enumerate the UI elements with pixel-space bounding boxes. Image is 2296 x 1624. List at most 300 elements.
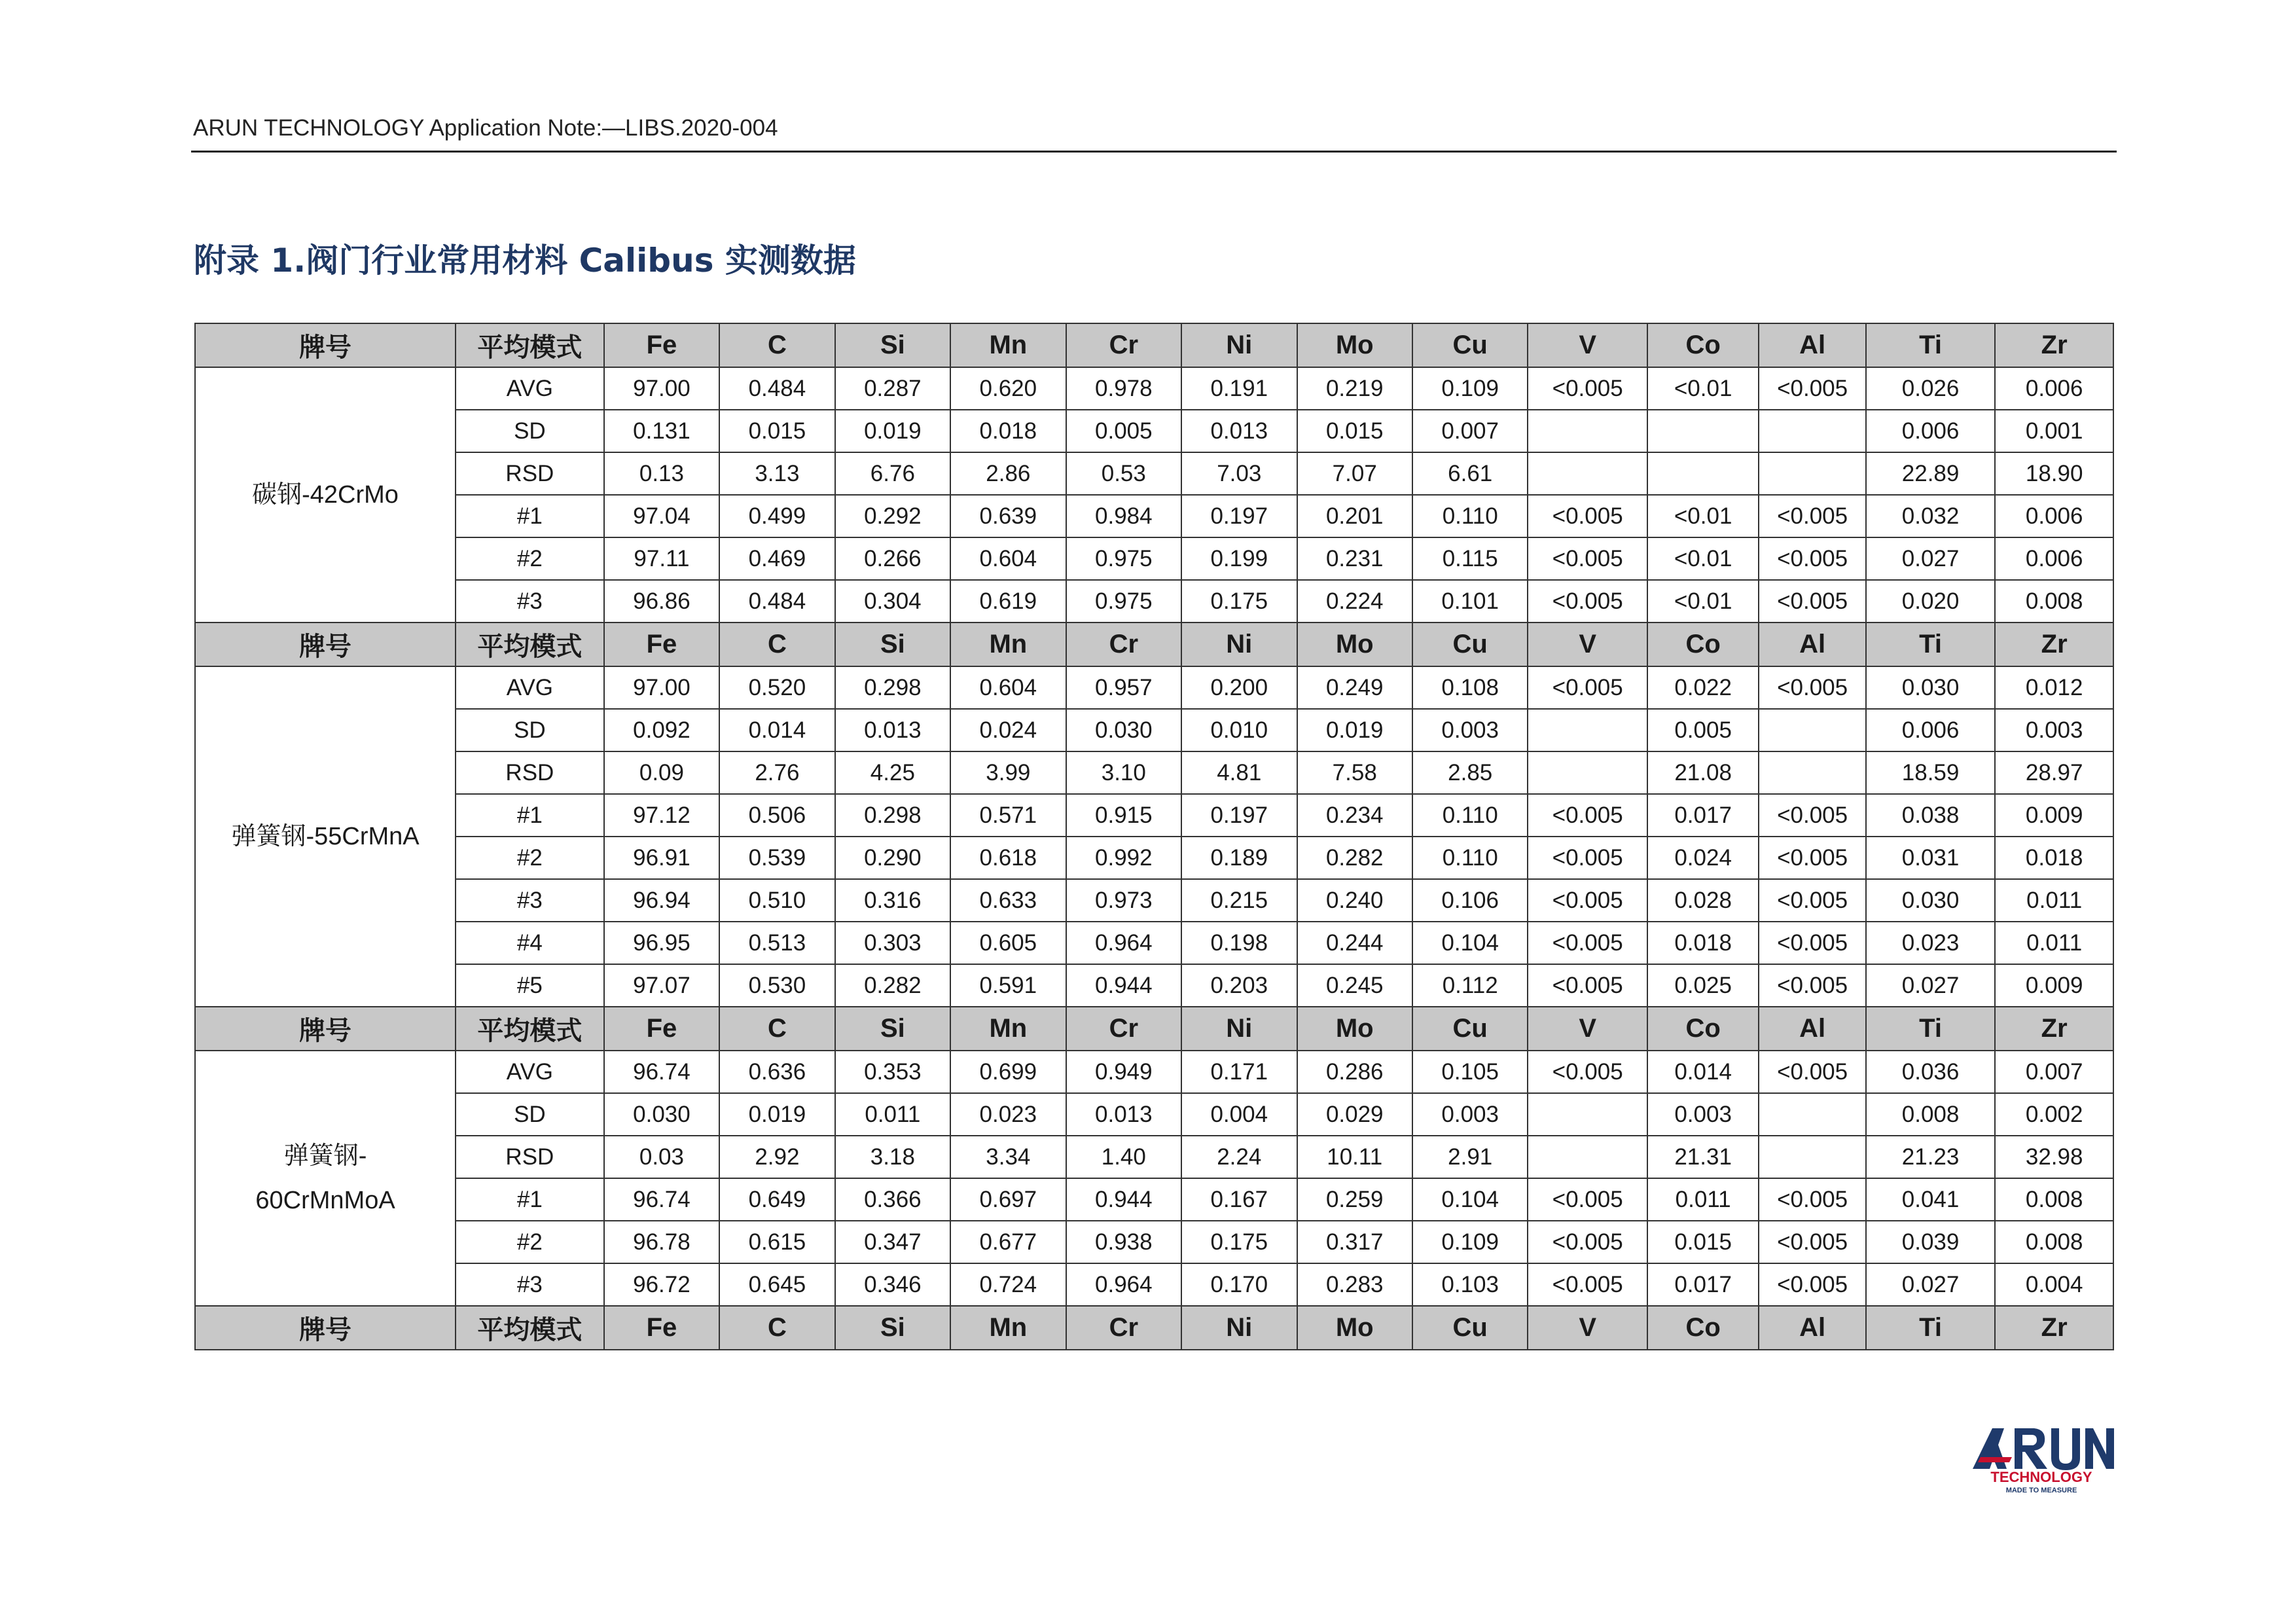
mode-cell: #4 [456,922,604,964]
column-header: Si [835,1306,950,1350]
value-cell: 0.957 [1066,666,1181,709]
table-row [195,1051,2113,1093]
column-header: Mn [950,1007,1066,1051]
value-cell: <0.005 [1759,580,1865,623]
value-cell: 0.018 [1995,837,2113,879]
value-cell: 0.697 [950,1178,1066,1221]
value-cell: 0.604 [950,537,1066,580]
value-cell: 0.104 [1412,1178,1528,1221]
header-row [195,623,2113,666]
value-cell: 0.030 [1066,709,1181,751]
column-header: Mn [950,1306,1066,1350]
value-cell: <0.01 [1647,580,1759,623]
value-cell: 0.366 [835,1178,950,1221]
value-cell: 0.015 [1647,1221,1759,1263]
value-cell: 97.11 [604,537,719,580]
value-cell: 3.13 [719,452,834,495]
mode-cell: #1 [456,495,604,537]
value-cell: <0.005 [1759,495,1865,537]
value-cell: 0.282 [835,964,950,1007]
column-header: Al [1759,323,1865,367]
value-cell [1528,751,1647,794]
value-cell: <0.01 [1647,495,1759,537]
column-header: Fe [604,323,719,367]
column-header: Ni [1181,623,1297,666]
value-cell: 0.103 [1412,1263,1528,1306]
value-cell: <0.005 [1528,580,1647,623]
value-cell: 0.112 [1412,964,1528,1007]
value-cell: 0.53 [1066,452,1181,495]
value-cell: 0.030 [604,1093,719,1136]
column-header: Zr [1995,323,2113,367]
value-cell: <0.005 [1759,537,1865,580]
value-cell: 0.024 [1647,837,1759,879]
value-cell: 0.620 [950,367,1066,410]
column-header: C [719,623,834,666]
sample-name [195,1051,456,1306]
mode-cell: AVG [456,1051,604,1093]
value-cell: 0.013 [1181,410,1297,452]
value-cell: 0.109 [1412,367,1528,410]
logo-tagline: MADE TO MEASURE [2005,1487,2077,1494]
value-cell: 0.006 [1995,495,2113,537]
mode-cell: #2 [456,537,604,580]
value-cell: <0.005 [1528,1221,1647,1263]
value-cell: 0.038 [1866,794,1996,837]
value-cell: 0.249 [1297,666,1412,709]
value-cell: 0.303 [835,922,950,964]
value-cell: 0.028 [1647,879,1759,922]
table-row [195,794,2113,837]
value-cell: 2.76 [719,751,834,794]
value-cell [1647,410,1759,452]
value-cell: 0.353 [835,1051,950,1093]
table-row [195,452,2113,495]
value-cell: 3.10 [1066,751,1181,794]
value-cell: 0.484 [719,580,834,623]
value-cell: 4.81 [1181,751,1297,794]
column-header: Ti [1866,1306,1996,1350]
value-cell: <0.005 [1528,879,1647,922]
value-cell: 0.197 [1181,794,1297,837]
value-cell: 0.115 [1412,537,1528,580]
value-cell: 0.019 [719,1093,834,1136]
value-cell: 0.201 [1297,495,1412,537]
value-cell: 0.108 [1412,666,1528,709]
table-row [195,1136,2113,1178]
table-row [195,709,2113,751]
value-cell: 0.015 [1297,410,1412,452]
value-cell: 0.110 [1412,495,1528,537]
value-cell: 0.011 [1995,922,2113,964]
value-cell [1647,452,1759,495]
value-cell: 0.259 [1297,1178,1412,1221]
value-cell: 0.006 [1995,537,2113,580]
value-cell: <0.005 [1528,964,1647,1007]
table-row [195,879,2113,922]
table-row [195,537,2113,580]
column-header: Si [835,623,950,666]
value-cell: 96.78 [604,1221,719,1263]
value-cell: 0.978 [1066,367,1181,410]
sample-name: 碳钢-42CrMo [195,367,456,623]
value-cell: 0.011 [1995,879,2113,922]
value-cell: 0.011 [1647,1178,1759,1221]
value-cell: 0.09 [604,751,719,794]
value-cell: 0.022 [1647,666,1759,709]
column-header: C [719,323,834,367]
value-cell: <0.005 [1759,964,1865,1007]
value-cell [1759,751,1865,794]
value-cell: 1.40 [1066,1136,1181,1178]
value-cell: 0.019 [835,410,950,452]
value-cell: 0.018 [1647,922,1759,964]
mode-cell: RSD [456,1136,604,1178]
value-cell: 0.13 [604,452,719,495]
value-cell: <0.005 [1759,1051,1865,1093]
value-cell: 0.030 [1866,666,1996,709]
table-row [195,837,2113,879]
value-cell: 21.31 [1647,1136,1759,1178]
column-header: Ti [1866,323,1996,367]
mode-cell: AVG [456,666,604,709]
mode-cell: #3 [456,1263,604,1306]
value-cell: 0.244 [1297,922,1412,964]
value-cell [1528,1136,1647,1178]
column-header: Ni [1181,1007,1297,1051]
value-cell: 96.91 [604,837,719,879]
value-cell: 0.010 [1181,709,1297,751]
mode-cell: #3 [456,879,604,922]
value-cell: <0.005 [1759,837,1865,879]
value-cell: <0.005 [1528,794,1647,837]
table-row [195,1093,2113,1136]
value-cell: 3.34 [950,1136,1066,1178]
table-row [195,964,2113,1007]
value-cell: 0.004 [1995,1263,2113,1306]
header-rule [191,151,2117,153]
table-row [195,922,2113,964]
value-cell: 0.109 [1412,1221,1528,1263]
value-cell: 0.005 [1647,709,1759,751]
value-cell: 0.011 [835,1093,950,1136]
table-row [195,751,2113,794]
value-cell: <0.005 [1759,666,1865,709]
value-cell: 0.915 [1066,794,1181,837]
value-cell: 96.74 [604,1051,719,1093]
value-cell: 0.006 [1995,367,2113,410]
header-row [195,323,2113,367]
value-cell: 0.645 [719,1263,834,1306]
table-row [195,1178,2113,1221]
table-row [195,1221,2113,1263]
value-cell: 18.90 [1995,452,2113,495]
value-cell: 0.231 [1297,537,1412,580]
value-cell: 0.008 [1995,1178,2113,1221]
value-cell: 96.95 [604,922,719,964]
running-header: ARUN TECHNOLOGY Application Note:—LIBS.2020-004 [193,115,778,141]
value-cell: 0.008 [1866,1093,1996,1136]
value-cell: 0.027 [1866,537,1996,580]
value-cell: <0.005 [1759,922,1865,964]
value-cell: 0.203 [1181,964,1297,1007]
value-cell: 0.292 [835,495,950,537]
value-cell: 0.012 [1995,666,2113,709]
column-header: 平均模式 [456,1007,604,1051]
value-cell: 97.12 [604,794,719,837]
value-cell: 0.189 [1181,837,1297,879]
value-cell: 0.605 [950,922,1066,964]
value-cell: 0.002 [1995,1093,2113,1136]
column-header: Co [1647,623,1759,666]
value-cell: 0.506 [719,794,834,837]
value-cell: 0.287 [835,367,950,410]
mode-cell: #3 [456,580,604,623]
column-header: Mn [950,623,1066,666]
value-cell: <0.005 [1528,922,1647,964]
value-cell: 0.984 [1066,495,1181,537]
column-header: Fe [604,623,719,666]
column-header: 平均模式 [456,623,604,666]
value-cell: 0.245 [1297,964,1412,1007]
value-cell: 0.023 [950,1093,1066,1136]
logo-technology: TECHNOLOGY [1990,1469,2092,1485]
mode-cell: SD [456,1093,604,1136]
mode-cell: RSD [456,452,604,495]
value-cell: 0.347 [835,1221,950,1263]
column-header: Mo [1297,623,1412,666]
value-cell: 0.007 [1995,1051,2113,1093]
value-cell: 0.03 [604,1136,719,1178]
column-header: Cu [1412,1306,1528,1350]
value-cell: 0.004 [1181,1093,1297,1136]
value-cell: 0.105 [1412,1051,1528,1093]
column-header: Zr [1995,1007,2113,1051]
value-cell: 0.219 [1297,367,1412,410]
header-row [195,1306,2113,1350]
value-cell: 0.131 [604,410,719,452]
value-cell: <0.005 [1759,794,1865,837]
column-header: Ni [1181,1306,1297,1350]
value-cell: 0.013 [835,709,950,751]
sample-name-line: 60CrMnMoA [255,1187,395,1214]
value-cell: <0.005 [1528,666,1647,709]
value-cell: <0.005 [1528,367,1647,410]
value-cell: 0.964 [1066,922,1181,964]
value-cell [1759,1093,1865,1136]
value-cell: 0.008 [1995,1221,2113,1263]
value-cell: 0.266 [835,537,950,580]
logo-mark [1973,1428,2114,1470]
column-header: V [1528,1306,1647,1350]
value-cell: 0.175 [1181,580,1297,623]
value-cell: 0.973 [1066,879,1181,922]
column-header: Mo [1297,1306,1412,1350]
mode-cell: #1 [456,1178,604,1221]
value-cell: 0.006 [1866,410,1996,452]
value-cell: 0.013 [1066,1093,1181,1136]
column-header: Cu [1412,323,1528,367]
value-cell: 2.86 [950,452,1066,495]
value-cell: 0.499 [719,495,834,537]
value-cell: 0.005 [1066,410,1181,452]
value-cell: <0.01 [1647,537,1759,580]
value-cell: 0.171 [1181,1051,1297,1093]
table-row [195,367,2113,410]
value-cell: 0.101 [1412,580,1528,623]
value-cell: 0.513 [719,922,834,964]
value-cell: 0.964 [1066,1263,1181,1306]
value-cell: 0.170 [1181,1263,1297,1306]
value-cell [1528,1093,1647,1136]
value-cell: 0.003 [1995,709,2113,751]
value-cell: 0.092 [604,709,719,751]
column-header: Al [1759,623,1865,666]
value-cell: 7.03 [1181,452,1297,495]
value-cell: 0.539 [719,837,834,879]
column-header: 牌号 [195,323,456,367]
value-cell: 97.04 [604,495,719,537]
column-header: 平均模式 [456,1306,604,1350]
column-header: Cr [1066,323,1181,367]
header-row [195,1007,2113,1051]
value-cell: 0.949 [1066,1051,1181,1093]
column-header: C [719,1306,834,1350]
mode-cell: #2 [456,1221,604,1263]
value-cell: 0.604 [950,666,1066,709]
page-title: 附录 1.阀门行业常用材料 Calibus 实测数据 [194,242,856,280]
column-header: Fe [604,1007,719,1051]
value-cell [1759,410,1865,452]
value-cell: 0.014 [719,709,834,751]
value-cell: 0.286 [1297,1051,1412,1093]
value-cell: 0.346 [835,1263,950,1306]
value-cell: 18.59 [1866,751,1996,794]
value-cell: 97.07 [604,964,719,1007]
column-header: Fe [604,1306,719,1350]
value-cell: 0.031 [1866,837,1996,879]
column-header: Si [835,323,950,367]
value-cell: 0.975 [1066,580,1181,623]
column-header: V [1528,623,1647,666]
value-cell: <0.005 [1528,1051,1647,1093]
value-cell: 0.520 [719,666,834,709]
value-cell: 0.039 [1866,1221,1996,1263]
value-cell: 0.484 [719,367,834,410]
column-header: Mn [950,323,1066,367]
value-cell: 0.724 [950,1263,1066,1306]
column-header: V [1528,1007,1647,1051]
value-cell: 0.619 [950,580,1066,623]
column-header: Zr [1995,623,2113,666]
value-cell: 0.041 [1866,1178,1996,1221]
value-cell: 0.025 [1647,964,1759,1007]
value-cell: 2.92 [719,1136,834,1178]
value-cell: 0.975 [1066,537,1181,580]
value-cell: 0.019 [1297,709,1412,751]
value-cell: 0.017 [1647,794,1759,837]
value-cell: 0.003 [1412,1093,1528,1136]
column-header: Ni [1181,323,1297,367]
value-cell: <0.005 [1759,879,1865,922]
value-cell: 0.024 [950,709,1066,751]
value-cell: 6.61 [1412,452,1528,495]
value-cell: 0.215 [1181,879,1297,922]
value-cell: 96.94 [604,879,719,922]
value-cell: 3.99 [950,751,1066,794]
value-cell: 97.00 [604,666,719,709]
value-cell: 0.316 [835,879,950,922]
value-cell: 0.006 [1866,709,1996,751]
value-cell: 0.104 [1412,922,1528,964]
column-header: 牌号 [195,623,456,666]
value-cell: 0.018 [950,410,1066,452]
value-cell: 2.91 [1412,1136,1528,1178]
value-cell [1528,452,1647,495]
table-row [195,580,2113,623]
mode-cell: SD [456,709,604,751]
value-cell: 0.017 [1647,1263,1759,1306]
value-cell: 0.530 [719,964,834,1007]
column-header: Co [1647,1306,1759,1350]
value-cell: 0.036 [1866,1051,1996,1093]
value-cell: 0.290 [835,837,950,879]
value-cell: 0.110 [1412,837,1528,879]
column-header: Cu [1412,1007,1528,1051]
value-cell: 0.027 [1866,1263,1996,1306]
value-cell: 0.003 [1412,709,1528,751]
value-cell: 97.00 [604,367,719,410]
value-cell: 0.032 [1866,495,1996,537]
value-cell: 6.76 [835,452,950,495]
value-cell: 0.106 [1412,879,1528,922]
value-cell: 0.009 [1995,964,2113,1007]
value-cell: 0.234 [1297,794,1412,837]
value-cell: 21.08 [1647,751,1759,794]
table-row [195,1263,2113,1306]
value-cell [1528,410,1647,452]
value-cell: 7.07 [1297,452,1412,495]
value-cell: 0.003 [1647,1093,1759,1136]
column-header: Ti [1866,1007,1996,1051]
value-cell: 0.026 [1866,367,1996,410]
value-cell: 0.571 [950,794,1066,837]
value-cell: <0.005 [1528,495,1647,537]
value-cell: 0.992 [1066,837,1181,879]
value-cell [1528,709,1647,751]
value-cell: <0.005 [1528,837,1647,879]
value-cell: 0.015 [719,410,834,452]
value-cell: 7.58 [1297,751,1412,794]
value-cell: 0.029 [1297,1093,1412,1136]
value-cell: 0.469 [719,537,834,580]
value-cell: 0.699 [950,1051,1066,1093]
value-cell [1759,452,1865,495]
value-cell: 0.014 [1647,1051,1759,1093]
sample-name: 弹簧钢-55CrMnA [195,666,456,1007]
table-row [195,666,2113,709]
mode-cell: SD [456,410,604,452]
column-header: Mo [1297,323,1412,367]
column-header: Co [1647,1007,1759,1051]
value-cell: 0.008 [1995,580,2113,623]
value-cell: 0.007 [1412,410,1528,452]
value-cell: <0.005 [1759,1178,1865,1221]
value-cell: 0.198 [1181,922,1297,964]
value-cell: 0.027 [1866,964,1996,1007]
value-cell: 0.001 [1995,410,2113,452]
value-cell: 0.618 [950,837,1066,879]
